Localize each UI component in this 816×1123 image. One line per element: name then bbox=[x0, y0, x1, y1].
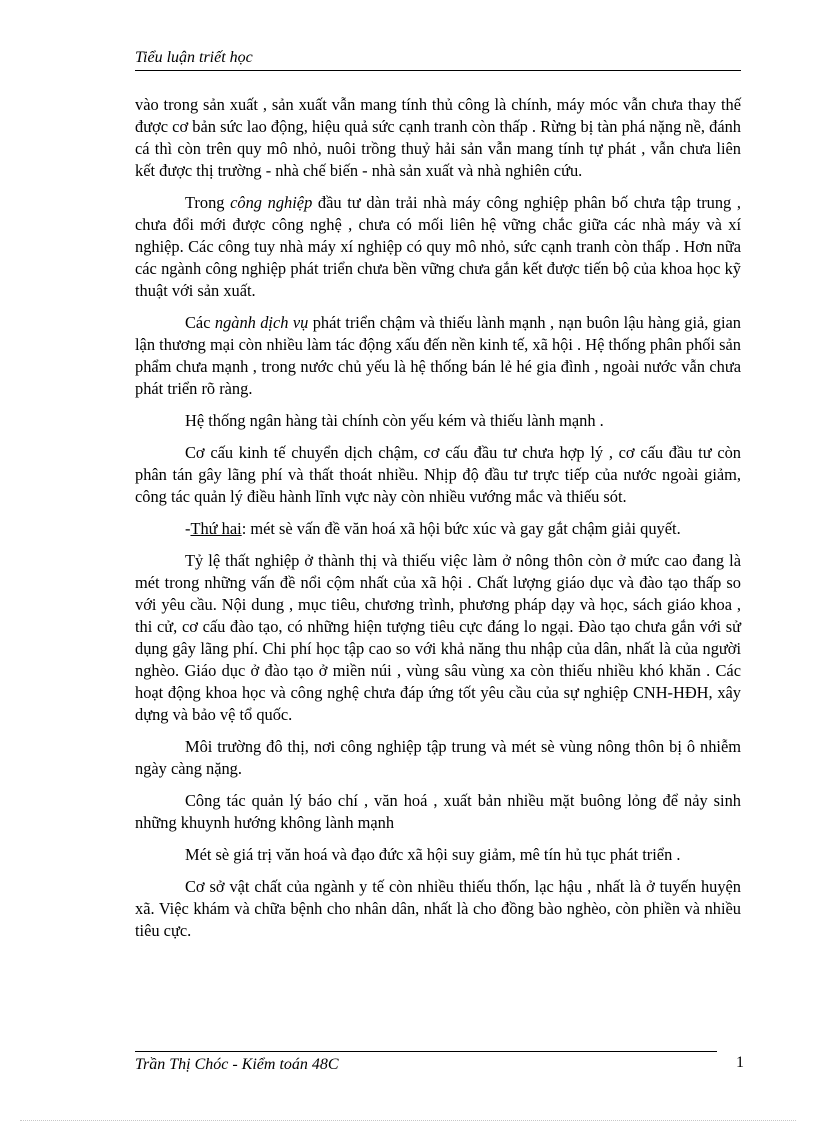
emphasis-text: ngành dịch vụ bbox=[214, 313, 309, 332]
underlined-heading: Thứ hai bbox=[190, 519, 242, 538]
paragraph: vào trong sản xuất , sản xuất vẫn mang tính thủ công là chính, máy móc vẫn chưa thay thế được cơ bản sức lao động, hiệu quả sức cạnh tranh còn thấp . Rừng bị tàn phá nặng nề, đánh cá thì còn trên quy mô nhỏ, nuôi trồng thuỷ hải sản vẫn mang tính tự phát , vẫn chưa liên kết được thị trường - nhà chế biến - nhà sản xuất và nhà nghiên cứu. bbox=[135, 95, 741, 180]
page-header bbox=[135, 48, 741, 71]
text-run: Các bbox=[185, 313, 215, 332]
header-title: Tiểu luận triết học bbox=[135, 49, 253, 66]
paragraph bbox=[135, 312, 741, 400]
paragraph: Tỷ lệ thất nghiệp ở thành thị và thiếu việc làm ở nông thôn còn ở mức cao đang là mét trong những vấn đề nổi cộm nhất của xã hội . Chất lượng giáo dục và đào tạo thấp so với yêu cầu. Nội dung , mục tiêu, chương trình, phương pháp dạy và học, sách giáo khoa , thi cử, cơ cấu đào tạo, có những hiện tượng tiêu cực đáng lo ngại. Đào tạo chưa gắn với sử dụng gây lãng phí. Chi phí học tập cao so với khả năng thu nhập của dân, nhất là của người nghèo. Giáo dục ở đào tạo ở miền núi , vùng sâu vùng xa còn thiếu nhiều khó khăn . Các hoạt động khoa học và công nghệ chưa đáp ứng tốt yêu cầu của sự nghiệp CNH-HĐH, xây dựng và bảo vệ tổ quốc. bbox=[135, 551, 741, 724]
paragraph: Cơ sở vật chất của ngành y tế còn nhiều thiếu thốn, lạc hậu , nhất là ở tuyến huyện xã. Việc khám và chữa bệnh cho nhân dân, nhất là cho đồng bào nghèo, còn phiền và nhiều tiêu cực. bbox=[135, 877, 741, 940]
document-body bbox=[135, 94, 741, 952]
paragraph bbox=[135, 518, 741, 540]
page-border-dotted bbox=[20, 1120, 796, 1121]
paragraph bbox=[135, 192, 741, 302]
paragraph: Cơ cấu kinh tế chuyển dịch chậm, cơ cấu đầu tư chưa hợp lý , cơ cấu đầu tư còn phân tán gây lãng phí và thất thoát nhiều. Nhịp độ đầu tư trực tiếp của nước ngoài giảm, công tác quản lý điều hành lĩnh vực này còn nhiều vướng mắc và thiếu sót. bbox=[135, 443, 741, 506]
text-run: - bbox=[185, 519, 191, 538]
footer-rule bbox=[135, 1051, 717, 1052]
emphasis-text: công nghiệp bbox=[230, 193, 313, 212]
text-run: đầu tư dàn trải nhà máy công nghiệp phân bố chưa tập trung , chưa đổi mới được công nghệ , chưa có mối liên hệ vững chắc giữa các nhà máy và xí nghiệp. Các công tuy nhà máy xí nghiệp có quy mô nhỏ, sức cạnh tranh còn thấp . Hơn nữa các ngành công nghiệp phát triển chưa bền vững chưa gắn kết được tiến bộ của khoa học kỹ thuật với sản xuất. bbox=[135, 193, 742, 300]
text-run: Trong bbox=[185, 193, 231, 212]
paragraph: Môi trường đô thị, nơi công nghiệp tập trung và mét sè vùng nông thôn bị ô nhiễm ngày càng nặng. bbox=[135, 737, 741, 778]
paragraph: Công tác quản lý báo chí , văn hoá , xuất bản nhiều mặt buông lỏng để nảy sinh những khuynh hướng không lành mạnh bbox=[135, 791, 741, 832]
footer-author: Trần Thị Chóc - Kiểm toán 48C bbox=[135, 1056, 339, 1073]
paragraph: Mét sè giá trị văn hoá và đạo đức xã hội suy giảm, mê tín hủ tục phát triển . bbox=[185, 845, 681, 864]
text-run: : mét sè vấn đề văn hoá xã hội bức xúc và gay gắt chậm giải quyết. bbox=[241, 519, 681, 538]
text-run: phát triển chậm và thiếu lành mạnh , nạn buôn lậu hàng giả, gian lận thương mại còn nhiều làm tác động xấu đến nền kinh tế, xã hội . Hệ thống phân phối sản phẩm chưa mạnh , trong nước chủ yếu là hệ thống bán lẻ hé gia đình , ngoài nước vẫn chưa phát triển rõ ràng. bbox=[135, 313, 742, 398]
paragraph: Hệ thống ngân hàng tài chính còn yếu kém và thiếu lành mạnh . bbox=[185, 411, 604, 430]
page-number: 1 bbox=[736, 1054, 744, 1071]
